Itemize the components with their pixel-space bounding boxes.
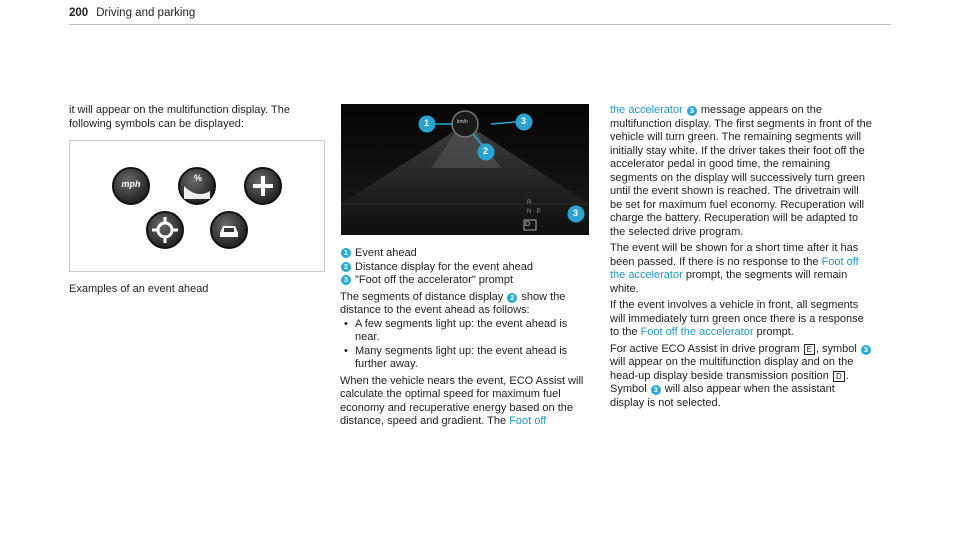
bullet-item: • A few segments light up: the event ahead is near.	[340, 318, 592, 345]
segments-paragraph: The segments of distance display 2 show the distance to the event ahead as follows:	[340, 290, 566, 316]
legend-item: 1 Event ahead	[340, 247, 592, 261]
foot-off-accelerator-link-2[interactable]: Foot off the accelerator	[640, 326, 754, 338]
eco-assist-paragraph: When the vehicle nears the event, ECO Assist will calculate the optimal speed for maximum fuel economy and recuperative energy based on the distance, speed and gradient. The Foot off	[340, 374, 584, 427]
column-3	[610, 104, 872, 410]
symbols-figure	[69, 140, 325, 272]
foot-off-accelerator-link[interactable]: Foot off the accelerator	[610, 255, 859, 281]
callout-2: 2	[483, 146, 489, 156]
accelerator-link[interactable]: the accelerator	[610, 104, 683, 116]
page-number: 200	[69, 7, 89, 19]
eco-program-paragraph: For active ECO Assist in drive program E , symbol 3 will appear on the multifunction display and on the head-up display beside transmission position D . Symbol 3 will also appear when the assistant display is not selected.	[610, 343, 872, 411]
plus-icon	[244, 167, 282, 205]
kmh-label: km/h	[457, 119, 468, 125]
gear-rnp: R N · P	[527, 200, 541, 215]
legend-item: 2 Distance display for the event ahead	[340, 261, 592, 275]
foot-off-link[interactable]: Foot off	[509, 415, 547, 427]
transmission-d-icon: D	[833, 371, 845, 382]
column-1	[69, 104, 327, 131]
display-figure	[341, 104, 589, 235]
mph-icon: mph	[112, 167, 150, 205]
callout-1: 1	[424, 118, 430, 128]
message-paragraph: the accelerator 3 message appears on the multifunction display. The first segments in front of the vehicle will turn green. The remaining segments will initially stay white. If the driver takes their foot off the accelerator pedal in good time, the remaining segments on the display will successively turn green until the event shown is reached. The drivetrain will be set for maximum fuel economy. Recuperation will charge the battery. Recuperation will be adapted to the selected drive program.	[610, 104, 872, 238]
percent-icon: %	[178, 167, 216, 205]
figure-caption: Examples of an event ahead	[69, 283, 209, 295]
header-rule	[69, 24, 891, 25]
gear-d: D	[525, 221, 531, 228]
page-header	[69, 7, 195, 19]
drive-program-e-icon: E	[804, 344, 815, 355]
car-icon	[210, 211, 248, 249]
bullet-item: • Many segments light up: the event ahead is further away.	[340, 345, 592, 372]
callout-3-bottom: 3	[573, 208, 579, 218]
intro-text: it will appear on the multifunction display. The following symbols can be displayed:	[69, 104, 290, 130]
section-title: Driving and parking	[96, 7, 196, 19]
crosshair-icon	[146, 211, 184, 249]
callout-3-top: 3	[521, 116, 527, 126]
legend-item: 3 "Foot off the accelerator" prompt	[340, 274, 592, 288]
vehicle-paragraph: If the event involves a vehicle in front, all segments will immediately turn green once there is a response to the Foot off the accelerator prompt.	[610, 299, 864, 338]
column-2	[340, 247, 592, 429]
event-paragraph: The event will be shown for a short time after it has been passed. If there is no response to the Foot off the accelerator prompt, the segments will remain white.	[610, 242, 859, 295]
